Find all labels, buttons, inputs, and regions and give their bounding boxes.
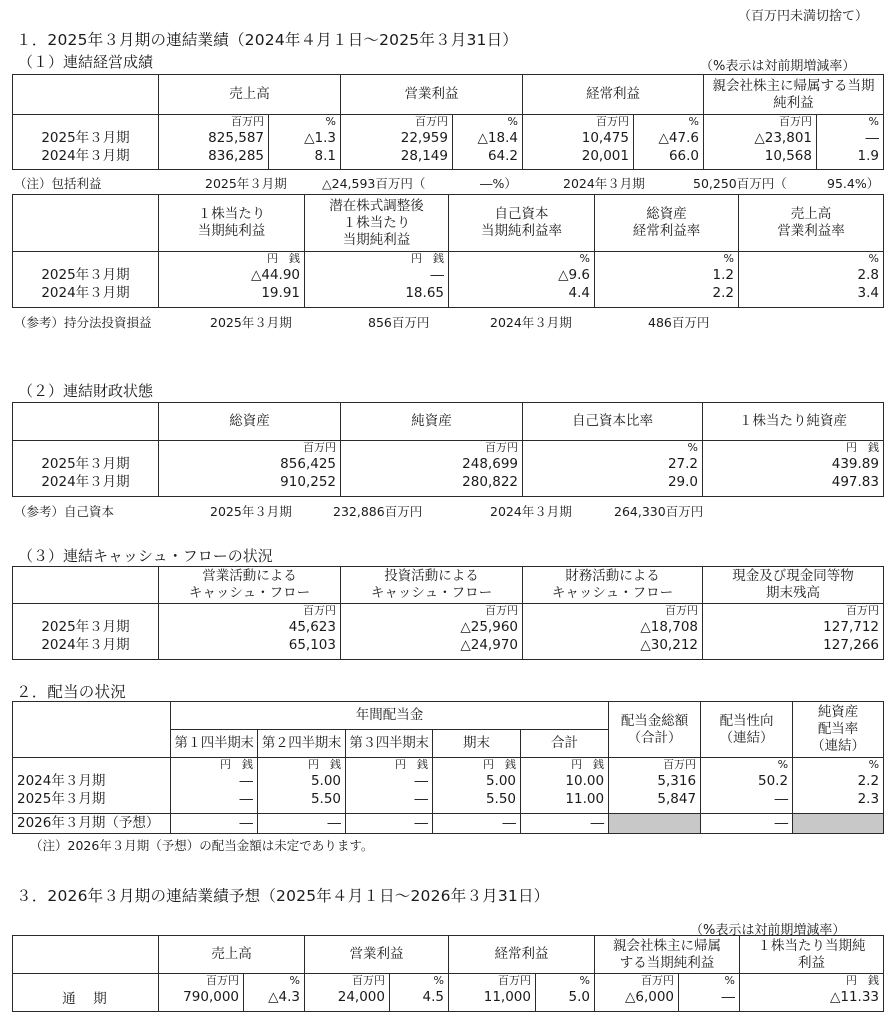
value: 2.8 [857, 267, 879, 283]
value: 248,699 [462, 456, 518, 472]
unit: 百万円 [665, 604, 698, 617]
forecast-q3: ― [346, 814, 433, 834]
ord-income-cell [449, 974, 536, 1012]
dividends-table [12, 701, 884, 834]
header-line: 営業利益率 [777, 223, 845, 239]
unit: 百万円 [485, 604, 518, 617]
value: 1.9 [857, 148, 879, 164]
header-line: 当期純利益 [342, 231, 411, 248]
value: 3.4 [857, 285, 879, 301]
col-header-financing-cf [523, 567, 703, 604]
corner-cell [13, 936, 159, 974]
sales-pct-cell [244, 974, 305, 1012]
financial-position-table [12, 402, 884, 497]
rounding-note: （百万円未満切捨て） [738, 9, 869, 24]
value: ― [414, 791, 428, 807]
forecast-row-label: 2026年３月期（予想） [13, 814, 171, 834]
value: 856,425 [280, 456, 336, 472]
header-line: キャッシュ・フロー [370, 585, 493, 601]
value: 11.00 [565, 791, 605, 807]
value: 790,000 [183, 989, 239, 1005]
value: 19.91 [261, 285, 300, 301]
col-header-investing-cf [341, 567, 523, 604]
unit: 百万円 [303, 441, 336, 454]
value: 5.00 [485, 773, 516, 789]
diluted-eps-cell [305, 252, 449, 308]
col-header-operating-income: 営業利益 [305, 936, 449, 974]
unit: 百万円 [663, 758, 697, 771]
value: △44.90 [250, 267, 300, 283]
col-header-operating-income: 営業利益 [341, 75, 523, 115]
header-line: 配当金総額 [620, 712, 689, 729]
value: △30,212 [640, 637, 698, 653]
col-header-cash-balance [703, 567, 884, 604]
row-label: 2024年３月期 [17, 773, 106, 789]
col-header-year-end: 期末 [433, 730, 521, 758]
operating-cf-cell [159, 604, 341, 660]
unit: % [777, 758, 789, 771]
value: 22,959 [400, 130, 448, 146]
header-line: 投資活動による [384, 568, 479, 584]
corner-cell [13, 403, 159, 441]
net-income-cell [595, 974, 679, 1012]
payout-ratio-cell [701, 758, 793, 814]
sub1-title: （１）連結経営成績 [18, 53, 154, 71]
operating-results-table [12, 74, 884, 170]
unit: 百万円 [206, 974, 239, 987]
col-header-total-assets: 総資産 [159, 403, 341, 441]
total-cell [521, 758, 609, 814]
cash-balance-cell [703, 604, 884, 660]
op-income-cell [305, 974, 390, 1012]
header-line: 期末残高 [766, 585, 820, 601]
unit: % [289, 974, 300, 987]
value: 825,587 [208, 130, 264, 146]
header-line: 営業活動による [202, 568, 297, 584]
forecast-rate-note: （%表示は対前期増減率） [690, 923, 846, 938]
row-labels [13, 441, 159, 497]
doe-cell [793, 758, 884, 814]
value: 497.83 [831, 474, 879, 490]
header-line: 財務活動による [565, 568, 660, 584]
comprehensive-income-value1: △24,593百万円（ [322, 176, 426, 191]
forecast-doe-shaded [793, 814, 884, 834]
unit: 円 銭 [846, 441, 879, 454]
header-line: 利益 [798, 954, 825, 971]
unit: % [579, 974, 590, 987]
value: 2.3 [857, 791, 880, 807]
header-line: （連結） [811, 738, 866, 754]
row-labels [13, 115, 159, 170]
equity-note-label: （参考）自己資本 [14, 504, 115, 519]
value: 28,149 [400, 148, 448, 164]
q3-cell [346, 758, 433, 814]
sales-pct-cell [269, 115, 341, 170]
net-income-cell [704, 115, 817, 170]
header-line: キャッシュ・フロー [551, 585, 674, 601]
col-header-operating-cf [159, 567, 341, 604]
investing-cf-cell [341, 604, 523, 660]
col-header-roe [449, 195, 595, 252]
value: ― [414, 773, 428, 789]
header-line: キャッシュ・フロー [188, 585, 311, 601]
header-line: 配当率 [817, 721, 859, 737]
value: △25,960 [460, 619, 518, 635]
col-header-equity-ratio: 自己資本比率 [523, 403, 703, 441]
col-header-q3: 第３四半期末 [346, 730, 433, 758]
row-labels [13, 252, 159, 308]
value: 11,000 [483, 989, 531, 1005]
col-header-sales: 売上高 [159, 75, 341, 115]
ord-income-cell [523, 115, 634, 170]
value: 24,000 [337, 989, 385, 1005]
value: △4.3 [268, 989, 300, 1005]
value: 8.1 [314, 148, 336, 164]
col-header-payout-ratio [701, 702, 793, 758]
value: 4.5 [422, 989, 444, 1005]
forecast-q2: ― [258, 814, 346, 834]
total-dividend-cell [609, 758, 701, 814]
col-header-net-assets: 純資産 [341, 403, 523, 441]
unit: 百万円 [485, 441, 518, 454]
unit: 百万円 [303, 604, 336, 617]
net-income-pct-cell [679, 974, 740, 1012]
unit: 百万円 [352, 974, 385, 987]
value: 4.4 [568, 285, 590, 301]
col-header-sales: 売上高 [159, 936, 305, 974]
col-header-eps [159, 195, 305, 252]
unit: 円 銭 [308, 758, 341, 771]
comprehensive-income-period2: 2024年３月期 [563, 176, 645, 191]
row-label: 2025年３月期 [41, 619, 130, 635]
op-income-pct-cell [390, 974, 449, 1012]
value: △11.33 [829, 989, 879, 1005]
equity-note-period1: 2025年３月期 [210, 504, 292, 519]
year-end-cell [433, 758, 521, 814]
col-header-net-income [595, 936, 740, 974]
row-label: 2024年３月期 [41, 148, 130, 164]
header-line: 当期純利益 [197, 223, 266, 239]
header-line: 売上高 [790, 206, 832, 222]
col-header-eps [740, 936, 884, 974]
value: 2.2 [857, 773, 880, 789]
value: ― [239, 773, 253, 789]
row-labels [13, 604, 159, 660]
unit: 百万円 [846, 604, 879, 617]
value: △24,970 [460, 637, 518, 653]
comprehensive-income-rate1: ―%） [480, 176, 517, 191]
unit: 百万円 [779, 115, 812, 128]
unit: 百万円 [596, 115, 629, 128]
unit: 円 銭 [411, 252, 444, 265]
header-line: 配当性向 [719, 712, 774, 729]
sub2-title: （２）連結財政状態 [18, 382, 154, 400]
net-income-pct-cell [817, 115, 884, 170]
eps-cell [159, 252, 305, 308]
unit: 百万円 [498, 974, 531, 987]
roa-cell [595, 252, 739, 308]
row-label: 2025年３月期 [41, 456, 130, 472]
row-label: 2025年３月期 [41, 130, 130, 146]
header-line: １株当たり当期純 [757, 937, 866, 954]
col-header-bps: １株当たり純資産 [703, 403, 884, 441]
value: 127,266 [823, 637, 879, 653]
value: 50.2 [758, 773, 789, 789]
equity-method-value2: 486百万円 [648, 315, 710, 330]
col-header-doe [793, 702, 884, 758]
value: 64.2 [487, 148, 518, 164]
value: 5.0 [568, 989, 590, 1005]
comprehensive-income-period1: 2025年３月期 [205, 176, 287, 191]
unit: 円 銭 [267, 252, 300, 265]
value: 5,847 [657, 791, 697, 807]
unit: 百万円 [231, 115, 264, 128]
equity-note-value2: 264,330百万円 [614, 504, 704, 519]
value: ― [865, 130, 879, 146]
comprehensive-income-rate2: 95.4%） [827, 176, 880, 191]
value: 27.2 [667, 456, 698, 472]
equity-method-period2: 2024年３月期 [490, 315, 572, 330]
equity-note-period2: 2024年３月期 [490, 504, 572, 519]
ord-income-pct-cell [536, 974, 595, 1012]
header-line: 当期純利益率 [481, 223, 562, 239]
header-line: 総資産 [646, 206, 687, 222]
unit: 百万円 [641, 974, 674, 987]
value: △47.6 [658, 130, 699, 146]
value: 18.65 [405, 285, 444, 301]
value: 5.50 [485, 791, 516, 807]
value: 20,001 [581, 148, 629, 164]
row-label: 2024年３月期 [41, 474, 130, 490]
equity-ratio-cell [523, 441, 703, 497]
forecast-total: ― [521, 814, 609, 834]
unit: 円 銭 [571, 758, 605, 771]
value: ― [774, 791, 789, 807]
unit: 円 銭 [846, 974, 879, 987]
header-line: 自己資本 [494, 206, 549, 222]
unit: 円 銭 [483, 758, 516, 771]
forecast-year-end: ― [433, 814, 521, 834]
dividend-note: （注）2026年３月期（予想）の配当金額は未定であります。 [30, 838, 374, 853]
unit: % [507, 115, 518, 128]
value: △6,000 [624, 989, 674, 1005]
sales-cell [159, 115, 269, 170]
row-label: 2025年３月期 [17, 791, 106, 807]
unit: % [723, 252, 734, 265]
col-header-roa [595, 195, 739, 252]
net-assets-cell [341, 441, 523, 497]
unit: % [433, 974, 444, 987]
unit: % [868, 115, 879, 128]
unit: % [687, 441, 698, 454]
value: 10,568 [764, 148, 812, 164]
corner-cell [13, 567, 159, 604]
header-line: １株当たり [197, 206, 266, 222]
ord-income-pct-cell [634, 115, 704, 170]
header-line: 潜在株式調整後 [329, 197, 424, 214]
col-header-ordinary-income: 経常利益 [449, 936, 595, 974]
unit: 円 銭 [395, 758, 428, 771]
per-share-table [12, 194, 884, 308]
value: 439.89 [831, 456, 879, 472]
value: 910,252 [280, 474, 336, 490]
corner-cell [13, 75, 159, 115]
header-line: 現金及び現金同等物 [732, 568, 854, 584]
q2-cell [258, 758, 346, 814]
q1-cell [171, 758, 258, 814]
col-header-total: 合計 [521, 730, 609, 758]
header-line: 親会社株主に帰属 [613, 937, 721, 954]
comprehensive-income-label: （注）包括利益 [14, 176, 102, 191]
header-line: １株当たり [342, 214, 411, 231]
value: △18.4 [477, 130, 518, 146]
corner-cell [13, 702, 171, 758]
value: 10,475 [581, 130, 629, 146]
row-label: 2024年３月期 [41, 285, 130, 301]
col-header-ordinary-income: 経常利益 [523, 75, 704, 115]
value: ― [721, 989, 735, 1005]
forecast-table [12, 935, 884, 1012]
row-labels [13, 758, 171, 814]
comprehensive-income-value2: 50,250百万円（ [693, 176, 787, 191]
value: 66.0 [668, 148, 699, 164]
sales-cell [159, 974, 244, 1012]
value: 29.0 [667, 474, 698, 490]
unit: % [579, 252, 590, 265]
header-line: 経常利益率 [632, 223, 701, 239]
value: ― [239, 791, 253, 807]
forecast-total-dividend-shaded [609, 814, 701, 834]
corner-cell [13, 195, 159, 252]
equity-method-period1: 2025年３月期 [210, 315, 292, 330]
unit: % [688, 115, 699, 128]
value: △23,801 [754, 130, 812, 146]
col-header-operating-margin [739, 195, 884, 252]
sub3-title: （３）連結キャッシュ・フローの状況 [18, 547, 273, 565]
value: △1.3 [304, 130, 336, 146]
forecast-payout-ratio: ― [701, 814, 793, 834]
operating-margin-cell [739, 252, 884, 308]
row-label: 2024年３月期 [41, 637, 130, 653]
header-line: （連結） [719, 729, 774, 746]
value: 5.50 [310, 791, 341, 807]
col-header-annual-dividend: 年間配当金 [171, 702, 609, 730]
row-label: 通 期 [13, 974, 159, 1012]
unit: 円 銭 [220, 758, 253, 771]
value: 1.2 [712, 267, 734, 283]
value: ― [430, 267, 444, 283]
value: △18,708 [640, 619, 698, 635]
unit: 百万円 [415, 115, 448, 128]
value: 10.00 [565, 773, 605, 789]
op-income-pct-cell [453, 115, 523, 170]
total-assets-cell [159, 441, 341, 497]
col-header-q1: 第１四半期末 [171, 730, 258, 758]
header-line: （合計） [627, 729, 682, 746]
col-header-total-dividend [609, 702, 701, 758]
header-line: する当期純利益 [619, 954, 715, 971]
bps-cell [703, 441, 884, 497]
op-income-cell [341, 115, 453, 170]
col-header-q2: 第２四半期末 [258, 730, 346, 758]
row-label: 2025年３月期 [41, 267, 130, 283]
eps-cell [740, 974, 884, 1012]
equity-method-value1: 856百万円 [368, 315, 430, 330]
financing-cf-cell [523, 604, 703, 660]
equity-method-label: （参考）持分法投資損益 [14, 315, 152, 330]
unit: % [868, 252, 879, 265]
value: 2.2 [712, 285, 734, 301]
value: 836,285 [208, 148, 264, 164]
unit: % [325, 115, 336, 128]
section3-title: ３．2026年３月期の連結業績予想（2025年４月１日～2026年３月31日） [16, 887, 550, 905]
value: 45,623 [288, 619, 336, 635]
equity-note-value1: 232,886百万円 [333, 504, 423, 519]
roe-cell [449, 252, 595, 308]
value: 127,712 [823, 619, 879, 635]
value: 280,822 [462, 474, 518, 490]
unit: % [724, 974, 735, 987]
col-header-net-income: 親会社株主に帰属する当期純利益 [704, 75, 884, 115]
forecast-q1: ― [171, 814, 258, 834]
header-line: 純資産 [817, 704, 859, 720]
unit: % [868, 758, 880, 771]
rate-note: （%表示は対前期増減率） [700, 59, 856, 74]
section1-title: １．2025年３月期の連結業績（2024年４月１日～2025年３月31日） [16, 31, 518, 49]
cash-flow-table [12, 566, 884, 660]
value: 5.00 [310, 773, 341, 789]
value: 65,103 [288, 637, 336, 653]
section2-title: ２．配当の状況 [16, 683, 126, 701]
value: △9.6 [558, 267, 590, 283]
value: 5,316 [657, 773, 697, 789]
col-header-diluted-eps [305, 195, 449, 252]
